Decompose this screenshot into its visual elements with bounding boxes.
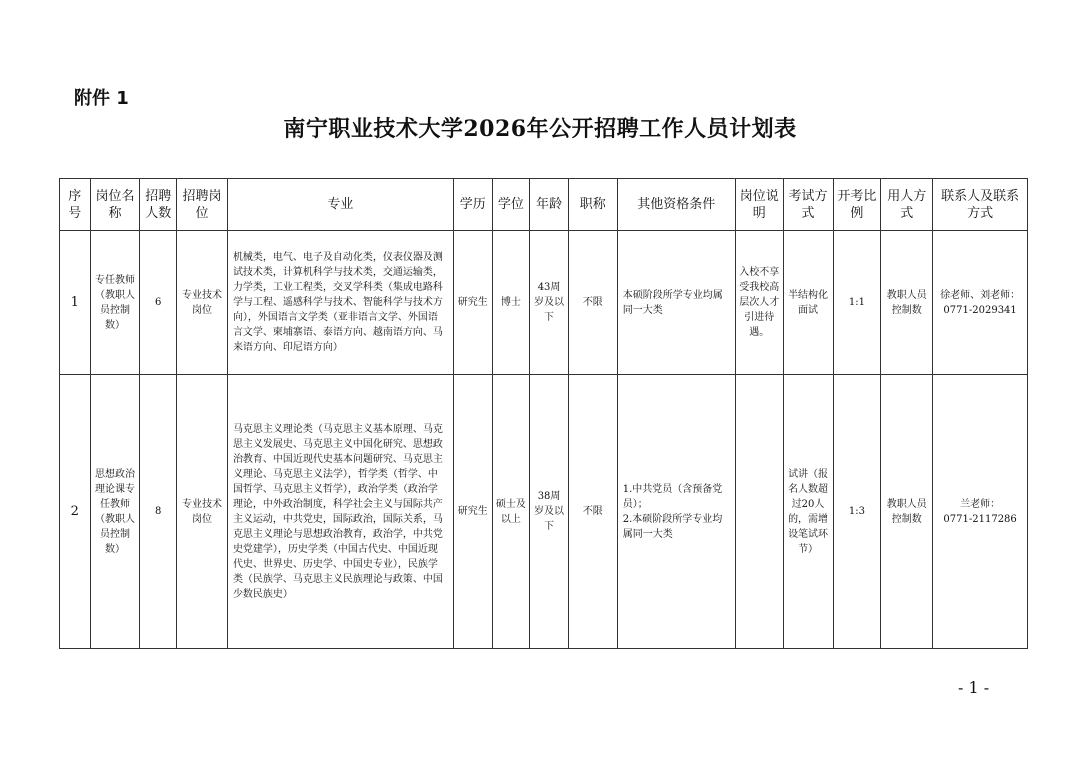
table-row xyxy=(60,231,1028,375)
header-ratio: 开考比例 xyxy=(833,179,881,231)
other-condition-1: 1.中共党员（含预备党员）； xyxy=(622,483,723,510)
header-note: 岗位说明 xyxy=(735,179,783,231)
cell-education: 研究生 xyxy=(453,375,492,649)
cell-major: 马克思主义理论类（马克思主义基本原理、马克思主义发展史、马克思主义中国化研究、思想政治教育、中国近现代史基本问题研究、马克思主义理论、马克思主义法学），哲学类（哲学、中国哲学、马克思主义哲学），政治学类（政治学理论，中外政治制度，科学社会主义与国际共产主义运动，中共党史，国际政治，国际关系，马克思主义理论与思想政治教育，政治学，中共党史党建学），历史学类（中国古代史、中国近现代史、世界史、历史学、中国史专业），民族学类（民族学、马克思主义民族理论与政策、中国少数民族史） xyxy=(227,375,453,649)
contact-name: 兰老师： xyxy=(960,498,1001,510)
cell-contact xyxy=(933,375,1028,649)
attachment-label: 附件 1 xyxy=(74,88,129,109)
contact-name: 徐老师、刘老师： xyxy=(940,289,1021,301)
header-no: 序号 xyxy=(60,179,91,231)
other-condition-2: 2.本硕阶段所学专业均属同一大类 xyxy=(622,513,723,540)
header-position: 岗位名称 xyxy=(90,179,140,231)
cell-degree: 博士 xyxy=(492,231,530,375)
header-exam: 考试方式 xyxy=(783,179,833,231)
cell-degree: 硕士及以上 xyxy=(492,375,530,649)
cell-major: 机械类，电气、电子及自动化类，仪表仪器及测试技术类，计算机科学与技术类，交通运输类，力学类，工业工程类，交叉学科类（集成电路科学与工程、遥感科学与技术、智能科学与技术方向），外国语言文学类（亚非语言文学、外国语言文学、柬埔寨语、泰语方向、越南语方向、马来语方向、印尼语方向） xyxy=(227,231,453,375)
cell-contact xyxy=(933,231,1028,375)
recruitment-plan-table xyxy=(59,178,1028,649)
cell-no: 1 xyxy=(60,231,91,375)
cell-age: 43周岁及以下 xyxy=(530,231,569,375)
header-education: 学历 xyxy=(453,179,492,231)
header-post-type: 招聘岗位 xyxy=(177,179,228,231)
cell-exam: 试讲（报名人数超过20人的，需增设笔试环节） xyxy=(783,375,833,649)
header-employment: 用人方式 xyxy=(881,179,933,231)
header-title-rank: 职称 xyxy=(568,179,617,231)
cell-exam: 半结构化面试 xyxy=(783,231,833,375)
cell-title-rank: 不限 xyxy=(568,375,617,649)
table-row xyxy=(60,375,1028,649)
cell-post-type: 专业技术岗位 xyxy=(177,231,228,375)
document-title: 南宁职业技术大学2026年公开招聘工作人员计划表 xyxy=(283,116,797,142)
header-degree: 学位 xyxy=(492,179,530,231)
table-header-row xyxy=(60,179,1028,231)
cell-post-type: 专业技术岗位 xyxy=(177,375,228,649)
header-count: 招聘人数 xyxy=(140,179,177,231)
page-number: - 1 - xyxy=(958,678,990,697)
cell-ratio: 1:3 xyxy=(833,375,881,649)
cell-employment: 教职人员控制数 xyxy=(881,231,933,375)
header-contact: 联系人及联系方式 xyxy=(933,179,1028,231)
cell-no: 2 xyxy=(60,375,91,649)
cell-other xyxy=(617,375,735,649)
cell-count: 8 xyxy=(140,375,177,649)
cell-note: 入校不享受我校高层次人才引进待遇。 xyxy=(735,231,783,375)
cell-other: 本硕阶段所学专业均属同一大类 xyxy=(617,231,735,375)
cell-employment: 教职人员控制数 xyxy=(881,375,933,649)
cell-education: 研究生 xyxy=(453,231,492,375)
cell-count: 6 xyxy=(140,231,177,375)
header-major: 专业 xyxy=(227,179,453,231)
cell-title-rank: 不限 xyxy=(568,231,617,375)
contact-phone: 0771-2117286 xyxy=(943,513,1017,525)
contact-phone: 0771-2029341 xyxy=(943,304,1017,316)
cell-position: 专任教师（教职人员控制数） xyxy=(90,231,140,375)
header-age: 年龄 xyxy=(530,179,569,231)
cell-age: 38周岁及以下 xyxy=(530,375,569,649)
cell-note xyxy=(735,375,783,649)
cell-position: 思想政治理论课专任教师（教职人员控制数） xyxy=(90,375,140,649)
header-other: 其他资格条件 xyxy=(617,179,735,231)
cell-ratio: 1:1 xyxy=(833,231,881,375)
